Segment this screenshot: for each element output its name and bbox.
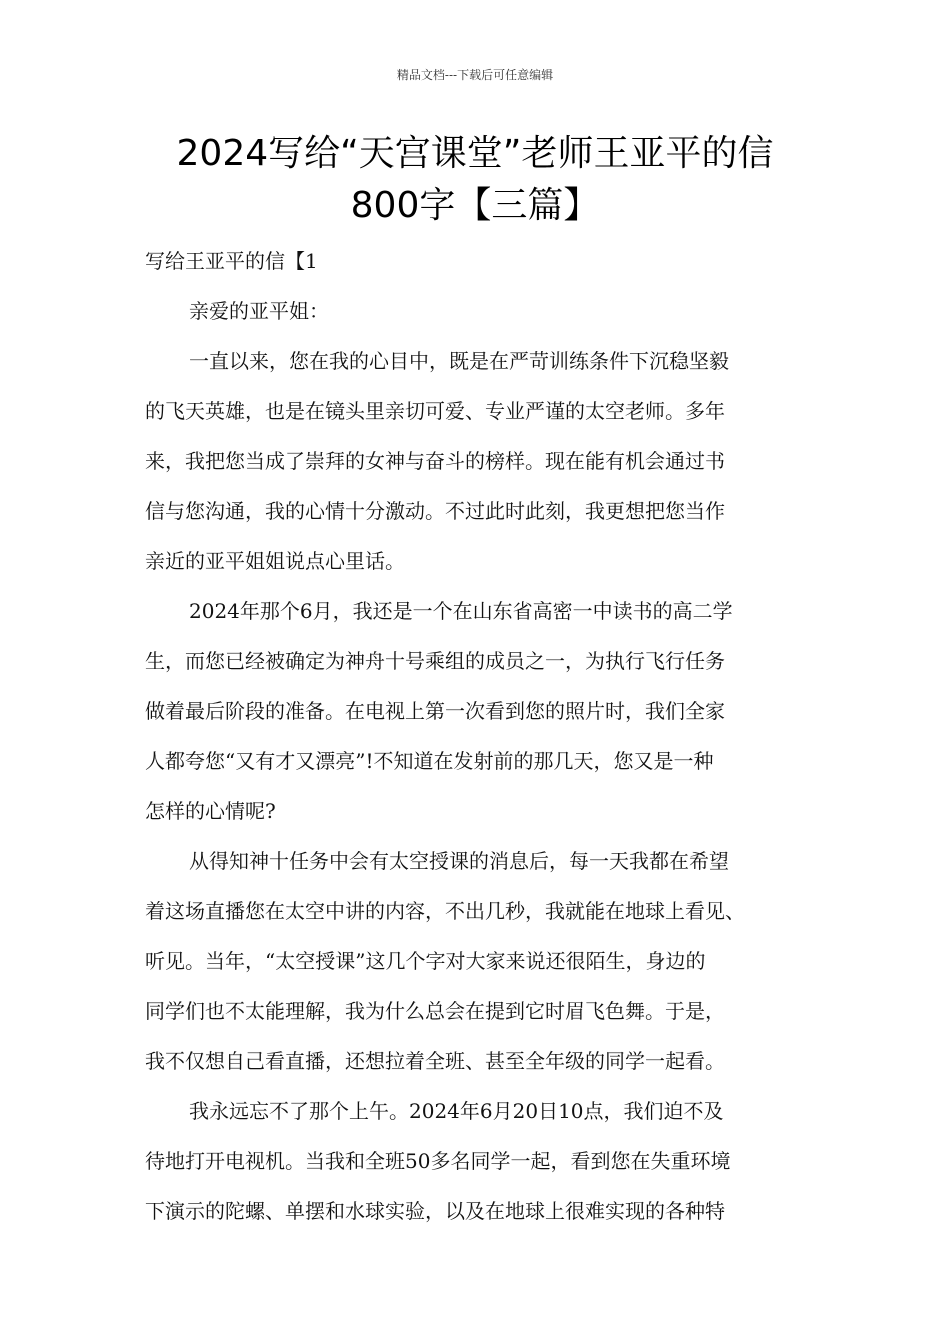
document-title: [120, 128, 830, 232]
title-line-2: 800字【三篇】: [350, 185, 600, 226]
body-line: 的飞天英雄，也是在镜头里亲切可爱、专业严谨的太空老师。多年: [145, 399, 725, 423]
body-line: 从得知神十任务中会有太空授课的消息后，每一天我都在希望: [189, 849, 729, 873]
body-line: 着这场直播您在太空中讲的内容，不出几秒，我就能在地球上看见、: [145, 899, 745, 923]
body-line: 一直以来，您在我的心目中，既是在严苛训练条件下沉稳坚毅: [189, 349, 729, 373]
body-line: 2024年那个6月，我还是一个在山东省高密一中读书的高二学: [189, 599, 733, 623]
salutation: 亲爱的亚平姐：: [189, 299, 329, 323]
body-line: 同学们也不太能理解，我为什么总会在提到它时眉飞色舞。于是，: [145, 999, 725, 1023]
body-line: 来，我把您当成了崇拜的女神与奋斗的榜样。现在能有机会通过书: [145, 449, 725, 473]
title-line-1: 2024写给“天宫课堂”老师王亚平的信: [176, 133, 774, 174]
body-line: 生，而您已经被确定为神舟十号乘组的成员之一，为执行飞行任务: [145, 649, 725, 673]
body-line: 听见。当年，“太空授课”这几个字对大家来说还很陌生，身边的: [145, 949, 706, 973]
body-line: 下演示的陀螺、单摆和水球实验，以及在地球上很难实现的各种特: [145, 1199, 725, 1223]
body-line: 亲近的亚平姐姐说点心里话。: [145, 549, 405, 573]
body-line: 待地打开电视机。当我和全班50多名同学一起，看到您在失重环境: [145, 1149, 731, 1173]
body-line: 信与您沟通，我的心情十分激动。不过此时此刻，我更想把您当作: [145, 499, 725, 523]
body-line: 我永远忘不了那个上午。2024年6月20日10点，我们迫不及: [189, 1099, 724, 1123]
document-body: [145, 236, 815, 1236]
body-line: 人都夸您“又有才又漂亮”!不知道在发射前的那几天，您又是一种: [145, 749, 714, 773]
page-header: 精品文档---下载后可任意编辑: [396, 68, 554, 82]
section-heading: 写给王亚平的信【1: [145, 249, 318, 273]
body-line: 怎样的心情呢?: [145, 799, 276, 823]
body-line: 我不仅想自己看直播，还想拉着全班、甚至全年级的同学一起看。: [145, 1049, 725, 1073]
body-line: 做着最后阶段的准备。在电视上第一次看到您的照片时，我们全家: [145, 699, 725, 723]
